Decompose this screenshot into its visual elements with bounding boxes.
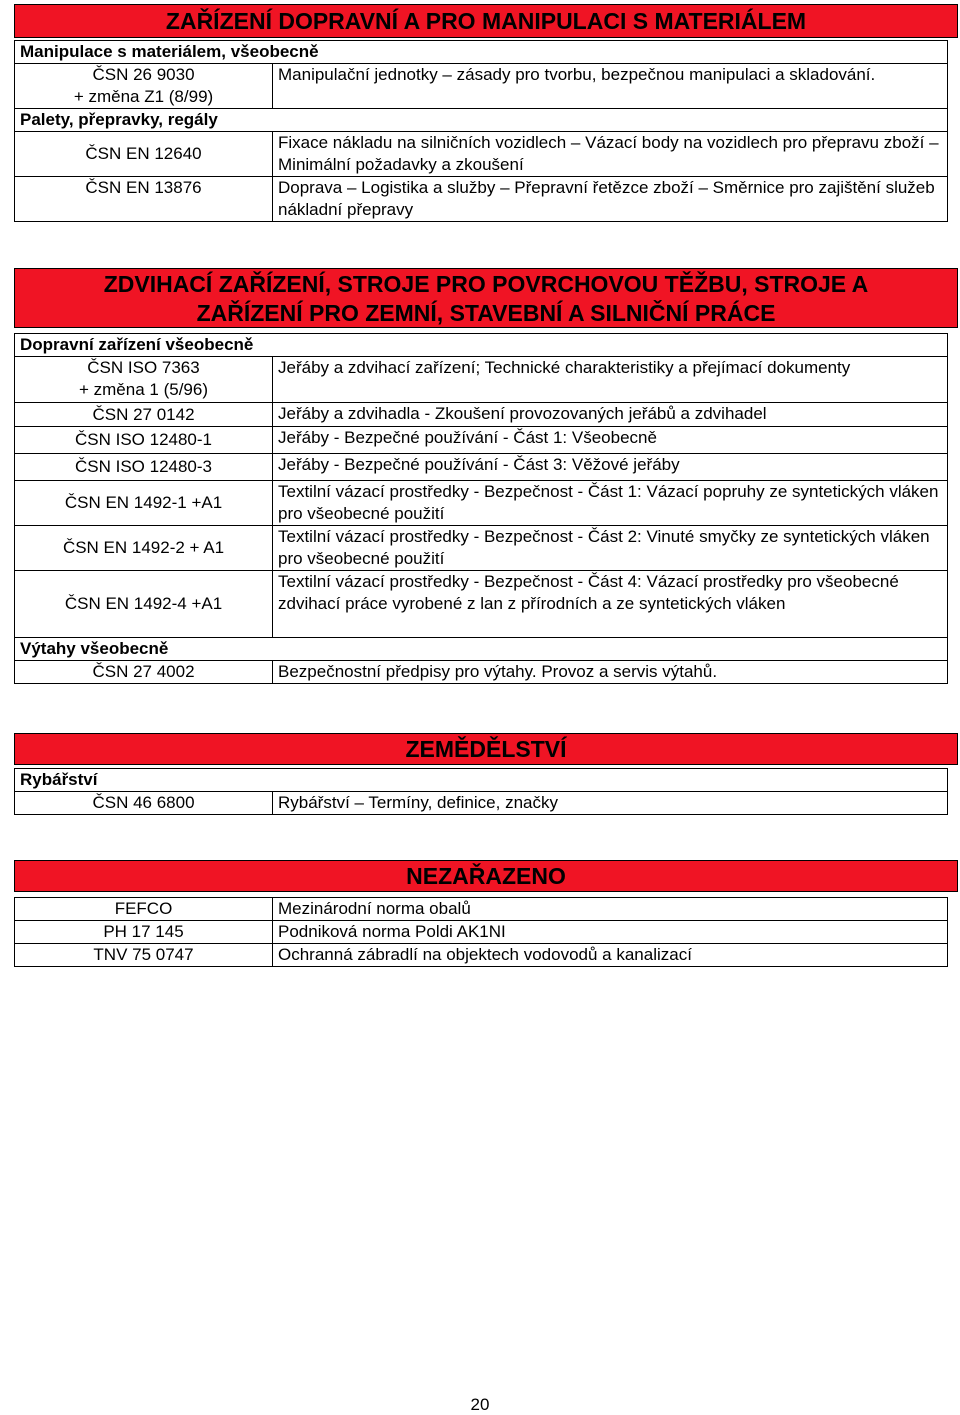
section-title-lifting-equipment <box>14 268 958 328</box>
section-title-manipulation <box>14 4 958 38</box>
standard-code: TNV 75 0747 <box>15 944 273 967</box>
standard-description: Doprava – Logistika a služby – Přepravní řetězce zboží – Směrnice pro zajištění služeb nákladní přepravy <box>273 177 948 222</box>
standard-code: ČSN ISO 12480-3 <box>15 454 273 481</box>
standard-description: Textilní vázací prostředky - Bezpečnost - Část 2: Vinuté smyčky ze syntetických vláken pro všeobecné použití <box>273 526 948 571</box>
section-title-line: NEZAŘAZENO <box>406 863 566 889</box>
standard-code: ČSN EN 13876 <box>15 177 273 222</box>
standard-code <box>15 357 273 403</box>
category-row: Manipulace s materiálem, všeobecně <box>15 41 948 64</box>
standard-code: FEFCO <box>15 898 273 921</box>
code-line: ČSN ISO 7363 <box>87 358 200 377</box>
standard-description: Textilní vázací prostředky - Bezpečnost - Část 1: Vázací popruhy ze syntetických vláken pro všeobecné použití <box>273 481 948 526</box>
standard-code: ČSN EN 1492-1 +A1 <box>15 481 273 526</box>
standard-code: ČSN 27 0142 <box>15 403 273 427</box>
standards-table-unclassified <box>14 897 948 967</box>
section-title-line: ZAŘÍZENÍ DOPRAVNÍ A PRO MANIPULACI S MATERIÁLEM <box>165 8 807 34</box>
standard-code: ČSN EN 1492-2 + A1 <box>15 526 273 571</box>
category-row: Výtahy všeobecně <box>15 638 948 661</box>
standard-description: Jeřáby a zdvihací zařízení; Technické charakteristiky a přejímací dokumenty <box>273 357 948 403</box>
standard-code: PH 17 145 <box>15 921 273 944</box>
code-line: + změna 1 (5/96) <box>79 380 208 399</box>
category-row: Rybářství <box>15 769 948 792</box>
standards-table-lifting-equipment <box>14 333 948 684</box>
standard-description: Podniková norma Poldi AK1NI <box>273 921 948 944</box>
standard-description: Fixace nákladu na silničních vozidlech – Vázací body na vozidlech pro přepravu zboží – Minimální požadavky a zkoušení <box>273 132 948 177</box>
standard-code: ČSN 46 6800 <box>15 792 273 815</box>
standard-description: Jeřáby - Bezpečné používání - Část 3: Věžové jeřáby <box>273 454 948 481</box>
section-title-line: ZEMĚDĚLSTVÍ <box>405 736 567 762</box>
standard-code: ČSN ISO 12480-1 <box>15 427 273 454</box>
code-line: ČSN 26 9030 <box>92 65 195 84</box>
standard-description: Textilní vázací prostředky - Bezpečnost - Část 4: Vázací prostředky pro všeobecné zdvihací práce vyrobené z lan z přírodních a ze syntetických vláken <box>273 571 948 638</box>
standard-description: Bezpečnostní předpisy pro výtahy. Provoz a servis výtahů. <box>273 661 948 684</box>
standard-description: Ochranná zábradlí na objektech vodovodů a kanalizací <box>273 944 948 967</box>
code-line: + změna Z1 (8/99) <box>73 87 214 106</box>
standard-description: Mezinárodní norma obalů <box>273 898 948 921</box>
standard-description: Manipulační jednotky – zásady pro tvorbu, bezpečnou manipulaci a skladování. <box>273 64 948 109</box>
page-number: 20 <box>470 1395 490 1414</box>
section-title-agriculture <box>14 733 958 765</box>
category-row: Palety, přepravky, regály <box>15 109 948 132</box>
standards-table-manipulation <box>14 40 948 222</box>
standard-code: ČSN EN 1492-4 +A1 <box>15 571 273 638</box>
standard-code: ČSN EN 12640 <box>15 132 273 177</box>
standard-description: Jeřáby - Bezpečné používání - Část 1: Všeobecně <box>273 427 948 454</box>
standard-code <box>15 64 273 109</box>
standards-table-agriculture <box>14 768 948 815</box>
standard-description: Jeřáby a zdvihadla - Zkoušení provozovaných jeřábů a zdvihadel <box>273 403 948 427</box>
section-title-unclassified <box>14 860 958 892</box>
section-title-line: ZAŘÍZENÍ PRO ZEMNÍ, STAVEBNÍ A SILNIČNÍ PRÁCE <box>196 300 776 326</box>
category-row: Dopravní zařízení všeobecně <box>15 334 948 357</box>
section-title-line: ZDVIHACÍ ZAŘÍZENÍ, STROJE PRO POVRCHOVOU TĚŽBU, STROJE A <box>103 271 869 297</box>
standard-code: ČSN 27 4002 <box>15 661 273 684</box>
standard-description: Rybářství – Termíny, definice, značky <box>273 792 948 815</box>
